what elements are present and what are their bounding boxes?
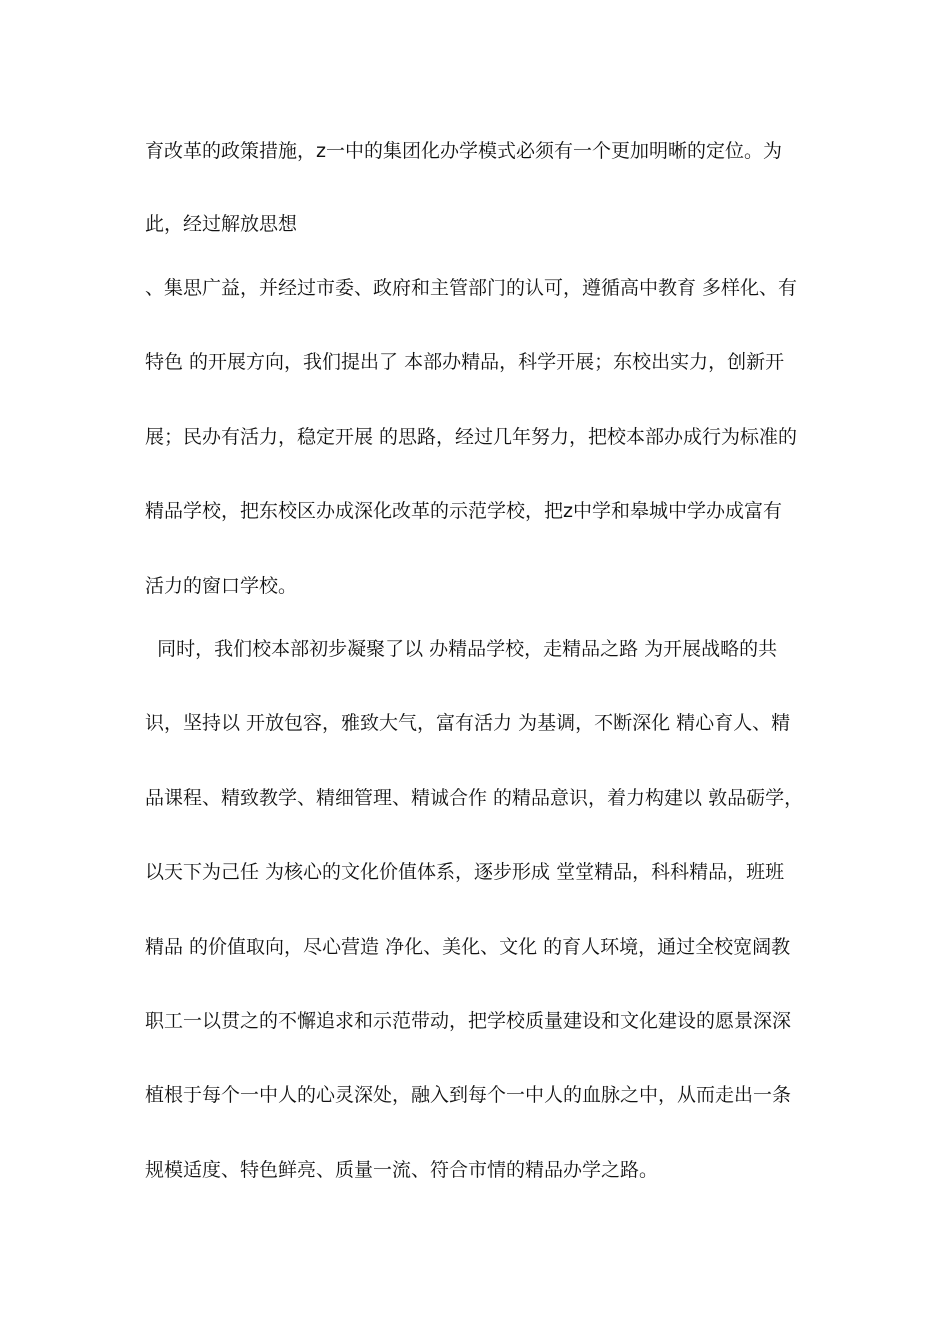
text-line: 精品学校，把东校区办成深化改革的示范学校，把z中学和皋城中学办成富有 (145, 500, 782, 522)
text-line: 育改革的政策措施，z一中的集团化办学模式必须有一个更加明晰的定位。为 (145, 140, 782, 162)
text-line: 职工一以贯之的不懈追求和示范带动，把学校质量建设和文化建设的愿景深深 (145, 1010, 792, 1032)
text-line: 、集思广益，并经过市委、政府和主管部门的认可，遵循高中教育 多样化、有 (145, 277, 798, 299)
text-line: 品课程、精致教学、精细管理、精诚合作 的精品意识，着力构建以 敦品砺学， (145, 787, 804, 809)
text-line: 特色 的开展方向，我们提出了 本部办精品，科学开展；东校出实力，创新开 (145, 351, 785, 373)
text-line: 展；民办有活力，稳定开展 的思路，经过几年努力，把校本部办成行为标准的 (145, 426, 798, 448)
text-line: 以天下为己任 为核心的文化价值体系，逐步形成 堂堂精品，科科精品，班班 (145, 861, 785, 883)
text-line: 活力的窗口学校。 (145, 575, 298, 597)
text-line: 同时，我们校本部初步凝聚了以 办精品学校，走精品之路 为开展战略的共 (145, 638, 778, 660)
text-line: 规模适度、特色鲜亮、质量一流、符合市情的精品办学之路。 (145, 1159, 659, 1181)
text-line: 精品 的价值取向，尽心营造 净化、美化、文化 的育人环境，通过全校宽阔教 (145, 936, 791, 958)
text-line: 识，坚持以 开放包容，雅致大气，富有活力 为基调，不断深化 精心育人、精 (145, 712, 791, 734)
text-line: 植根于每个一中人的心灵深处，融入到每个一中人的血脉之中，从而走出一条 (145, 1084, 792, 1106)
text-line: 此，经过解放思想 (145, 213, 298, 235)
